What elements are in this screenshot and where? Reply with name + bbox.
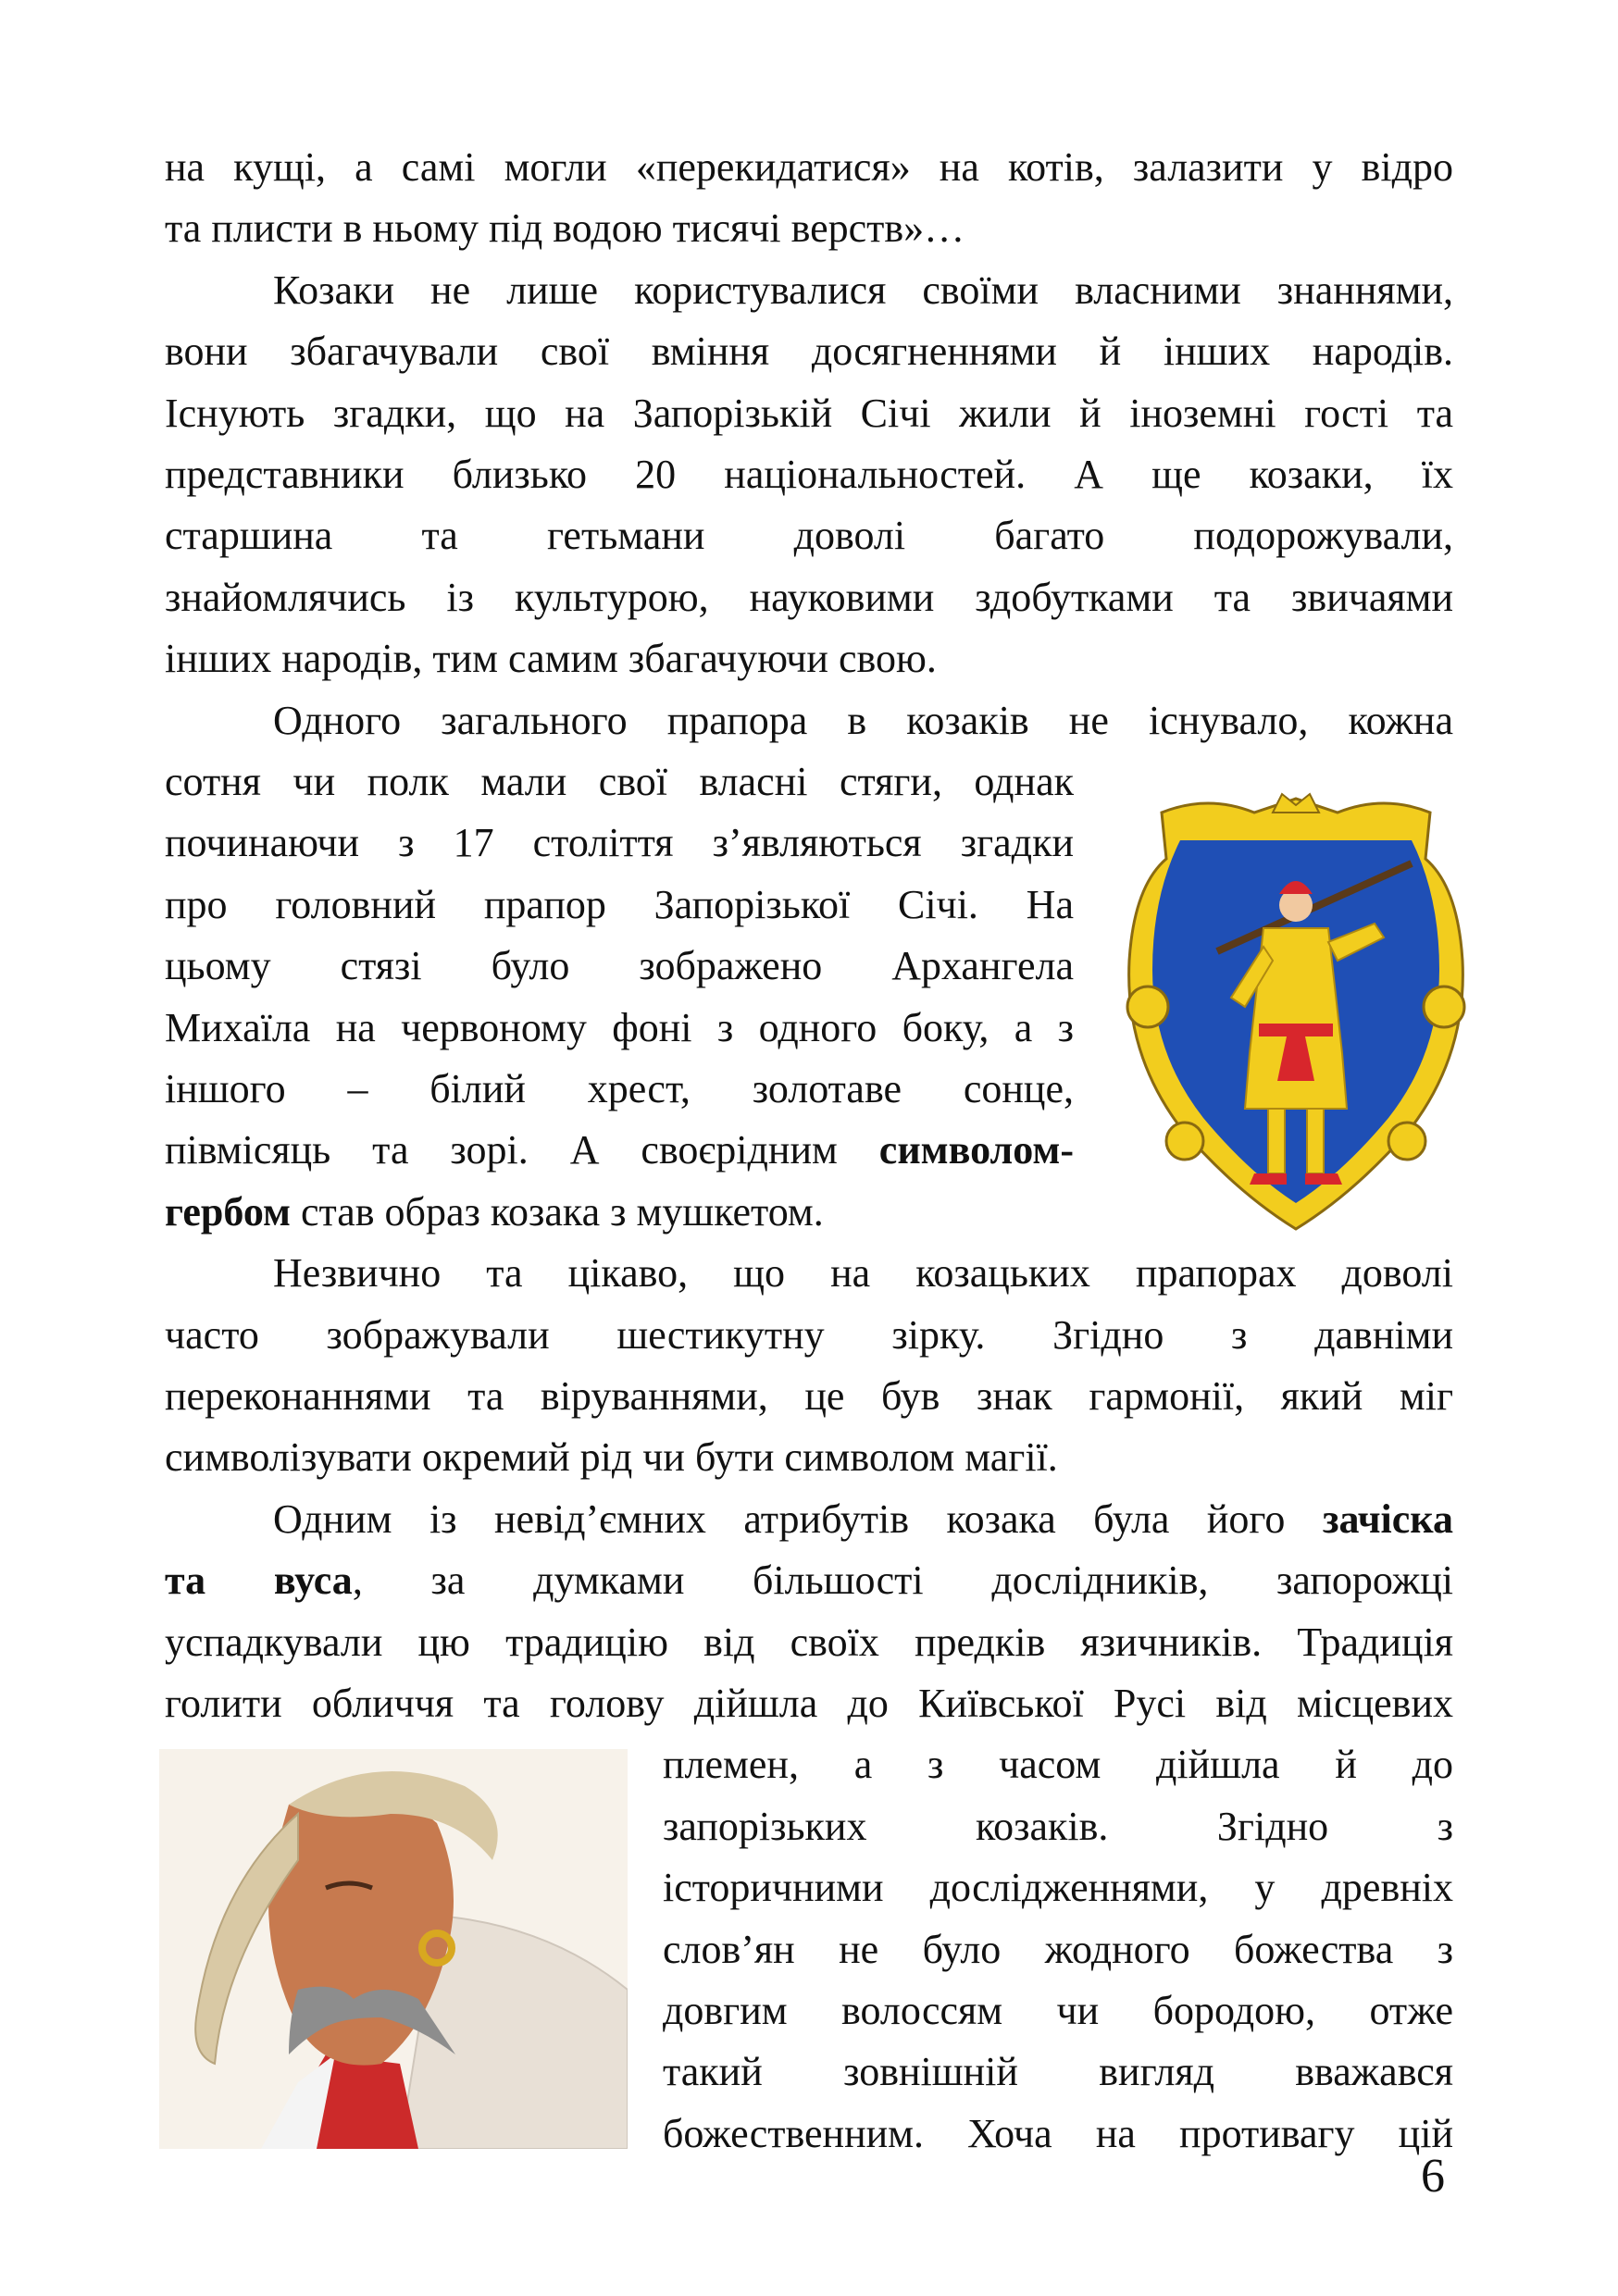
text-line: племен, а з часом дійшла й до [663, 1742, 1453, 1787]
bold-term: гербом [165, 1189, 291, 1235]
text-line: на кущі, а самі могли «перекидатися» на котів, залазити у відро [165, 144, 1453, 190]
text-line: старшина та гетьмани доволі багато подорожували, [165, 513, 1453, 558]
text-segment: півмісяць та зорі. А своєрідним [165, 1127, 879, 1173]
text-line: та плисти в ньому під водою тисячі верств»… [165, 205, 965, 251]
text-line: вони збагачували свої вміння досягненнями й інших народів. [165, 329, 1453, 374]
bold-term: та вуса [165, 1558, 353, 1603]
text-segment: Одним із невід’ємних атрибутів козака була його [273, 1496, 1323, 1542]
text-line: інших народів, тим самим збагачуючи свою. [165, 636, 937, 681]
text-segment: , за думками більшості дослідників, запорожці [352, 1558, 1453, 1603]
text-line: цьому стязі було зображено Архангела [165, 943, 1074, 988]
text-line: переконаннями та віруваннями, це був знак гармонії, який міг [165, 1373, 1453, 1419]
text-line: іншого – білий хрест, золотаве сонце, [165, 1066, 1074, 1111]
text-segment: став образ козака з мушкетом. [290, 1189, 824, 1235]
text-line: такий зовнішній вигляд вважався [663, 2049, 1453, 2094]
text-line: історичними дослідженнями, у древніх [663, 1865, 1453, 1910]
text-line: починаючи з 17 століття з’являються згадки [165, 820, 1074, 865]
text-line: божественним. Хоча на противагу цій [663, 2111, 1453, 2156]
text-line: Михаїла на червоному фоні з одного боку, а з [165, 1005, 1074, 1050]
page-number: 6 [1421, 2150, 1445, 2203]
text-line [273, 1489, 1453, 1550]
cossack-portrait-image [159, 1749, 628, 2149]
text-line: довгим волоссям чи бородою, отже [663, 1988, 1453, 2033]
text-line: Козаки не лише користувалися своїми власними знаннями, [273, 267, 1453, 313]
text-line: Незвично та цікаво, що на козацьких прапорах доволі [273, 1250, 1453, 1296]
bold-term: символом- [878, 1127, 1074, 1173]
text-line: Існують згадки, що на Запорізькій Січі жили й іноземні гості та [165, 391, 1453, 436]
text-line [165, 1550, 1453, 1611]
text-line: Одного загального прапора в козаків не існувало, кожна [273, 698, 1453, 743]
text-line: запорізьких козаків. Згідно з [663, 1804, 1453, 1849]
text-line [165, 1120, 1074, 1181]
text-line: слов’ян не було жодного божества з [663, 1927, 1453, 1972]
text-line: голити обличчя та голову дійшла до Київської Русі від місцевих [165, 1681, 1453, 1726]
bold-term: зачіска [1322, 1496, 1453, 1542]
text-line: знайомлячись із культурою, науковими здобутками та звичаями [165, 575, 1453, 620]
text-line: символізувати окремий рід чи бути символом магії. [165, 1434, 1058, 1480]
text-line: часто зображували шестикутну зірку. Згідно з давніми [165, 1312, 1453, 1358]
text-line: сотня чи полк мали свої власні стяги, однак [165, 759, 1074, 804]
cossack-coat-of-arms-image [1106, 776, 1486, 1238]
text-line: успадкували цю традицію від своїх предків язичників. Традиція [165, 1620, 1453, 1665]
text-line: про головний прапор Запорізької Січі. На [165, 882, 1074, 927]
text-line: представники близько 20 національностей. А ще козаки, їх [165, 452, 1453, 497]
text-line [165, 1182, 1074, 1243]
